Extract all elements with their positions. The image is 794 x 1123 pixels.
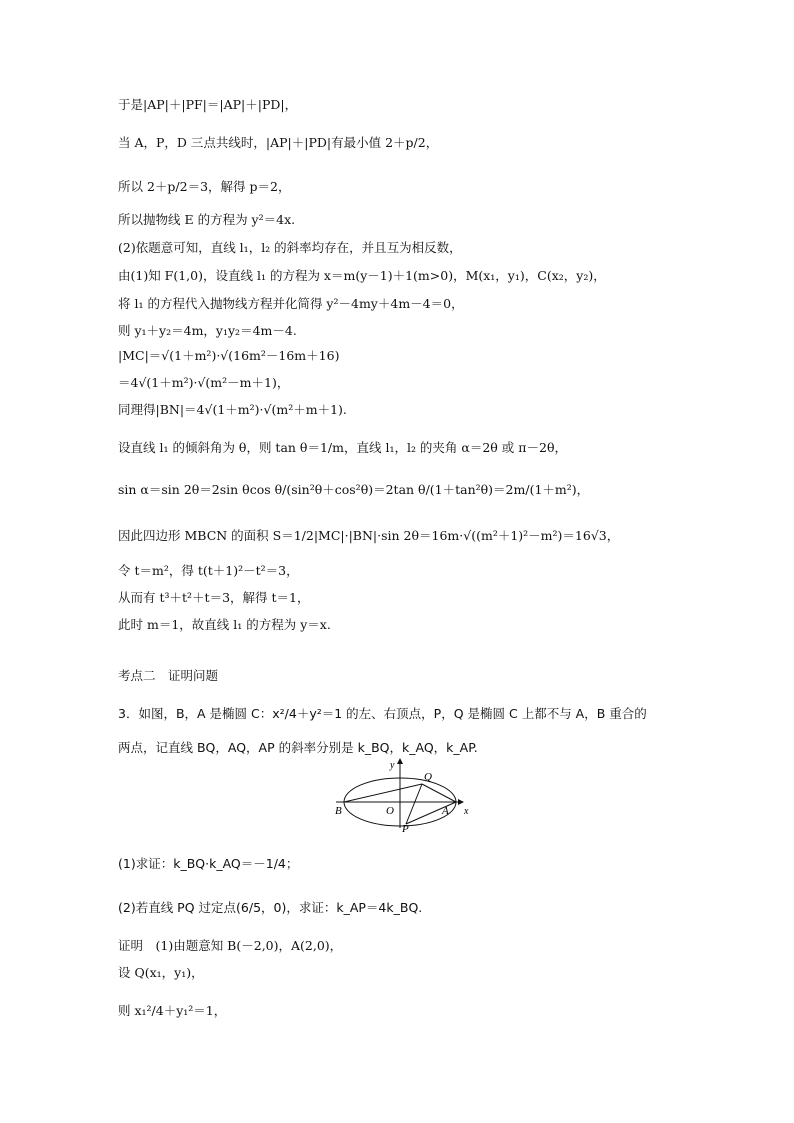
proof-line-2: 设 Q(x₁，y₁)， bbox=[118, 965, 204, 980]
part-line-1: (1)求证：k_BQ·k_AQ＝－1/4； bbox=[118, 856, 299, 871]
label-o: O bbox=[386, 805, 394, 817]
solution-line-16: 从而有 t³＋t²＋t＝3，解得 t＝1， bbox=[118, 590, 310, 605]
solution-line-12: 设直线 l₁ 的倾斜角为 θ，则 tan θ＝1/m，直线 l₁，l₂ 的夹角 α＝2θ 或 π－2θ， bbox=[118, 440, 567, 455]
solution-line-8: 则 y₁＋y₂＝4m，y₁y₂＝4m－4. bbox=[118, 323, 297, 338]
part-line-2: (2)若直线 PQ 过定点(6/5，0)，求证：k_AP＝4k_BQ. bbox=[118, 900, 423, 915]
solution-line-5: (2)依题意可知，直线 l₁，l₂ 的斜率均存在，并且互为相反数， bbox=[118, 240, 462, 255]
solution-line-3: 所以 2＋p/2＝3，解得 p＝2， bbox=[118, 179, 291, 194]
problem-line-2: 两点，记直线 BQ，AQ，AP 的斜率分别是 k_BQ，k_AQ，k_AP. bbox=[118, 740, 478, 755]
label-a: A bbox=[442, 805, 449, 817]
line-aq bbox=[422, 784, 456, 802]
y-axis-arrow bbox=[397, 758, 403, 764]
solution-line-1: 于是|AP|＋|PF|＝|AP|＋|PD|， bbox=[118, 97, 298, 112]
solution-line-2: 当 A，P，D 三点共线时，|AP|＋|PD|有最小值 2＋p/2， bbox=[118, 135, 439, 150]
solution-line-17: 此时 m＝1，故直线 l₁ 的方程为 y＝x. bbox=[118, 617, 331, 632]
problem-line-1: 3．如图，B，A 是椭圆 C：x²/4＋y²＝1 的左、右顶点，P，Q 是椭圆 C 上都不与 A，B 重合的 bbox=[118, 706, 647, 721]
label-x: x bbox=[464, 806, 469, 817]
solution-line-13: sin α＝sin 2θ＝2sin θcos θ/(sin²θ＋cos²θ)＝2tan θ/(1＋tan²θ)＝2m/(1＋m²)， bbox=[118, 482, 590, 497]
proof-line-3: 则 x₁²/4＋y₁²＝1， bbox=[118, 1003, 227, 1018]
line-bq bbox=[344, 784, 422, 802]
solution-line-15: 令 t＝m²，得 t(t＋1)²－t²＝3， bbox=[118, 563, 299, 578]
solution-line-6: 由(1)知 F(1,0)，设直线 l₁ 的方程为 x＝m(y－1)＋1(m>0)，M(x₁，y₁)，C(x₂，y₂)， bbox=[118, 268, 606, 283]
x-axis-arrow bbox=[458, 799, 464, 805]
label-p: P bbox=[402, 823, 409, 832]
solution-line-7: 将 l₁ 的方程代入抛物线方程并化简得 y²－4my＋4m－4＝0， bbox=[118, 296, 464, 311]
label-y: y bbox=[390, 760, 395, 771]
solution-line-4: 所以抛物线 E 的方程为 y²＝4x. bbox=[118, 212, 296, 227]
section-title: 考点二 证明问题 bbox=[118, 668, 219, 683]
label-b: B bbox=[335, 805, 342, 817]
solution-line-11: 同理得|BN|＝4√(1＋m²)·√(m²＋m＋1). bbox=[118, 402, 347, 417]
ellipse-figure bbox=[330, 756, 470, 832]
solution-line-14: 因此四边形 MBCN 的面积 S＝1/2|MC|·|BN|·sin 2θ＝16m·√((m²＋1)²－m²)＝16√3， bbox=[118, 528, 620, 543]
proof-line-1: 证明 (1)由题意知 B(－2,0)，A(2,0)， bbox=[118, 938, 343, 953]
solution-line-9: |MC|＝√(1＋m²)·√(16m²－16m＋16) bbox=[118, 348, 340, 363]
solution-line-10: ＝4√(1＋m²)·√(m²－m＋1)， bbox=[118, 375, 290, 390]
label-q: Q bbox=[424, 771, 432, 783]
